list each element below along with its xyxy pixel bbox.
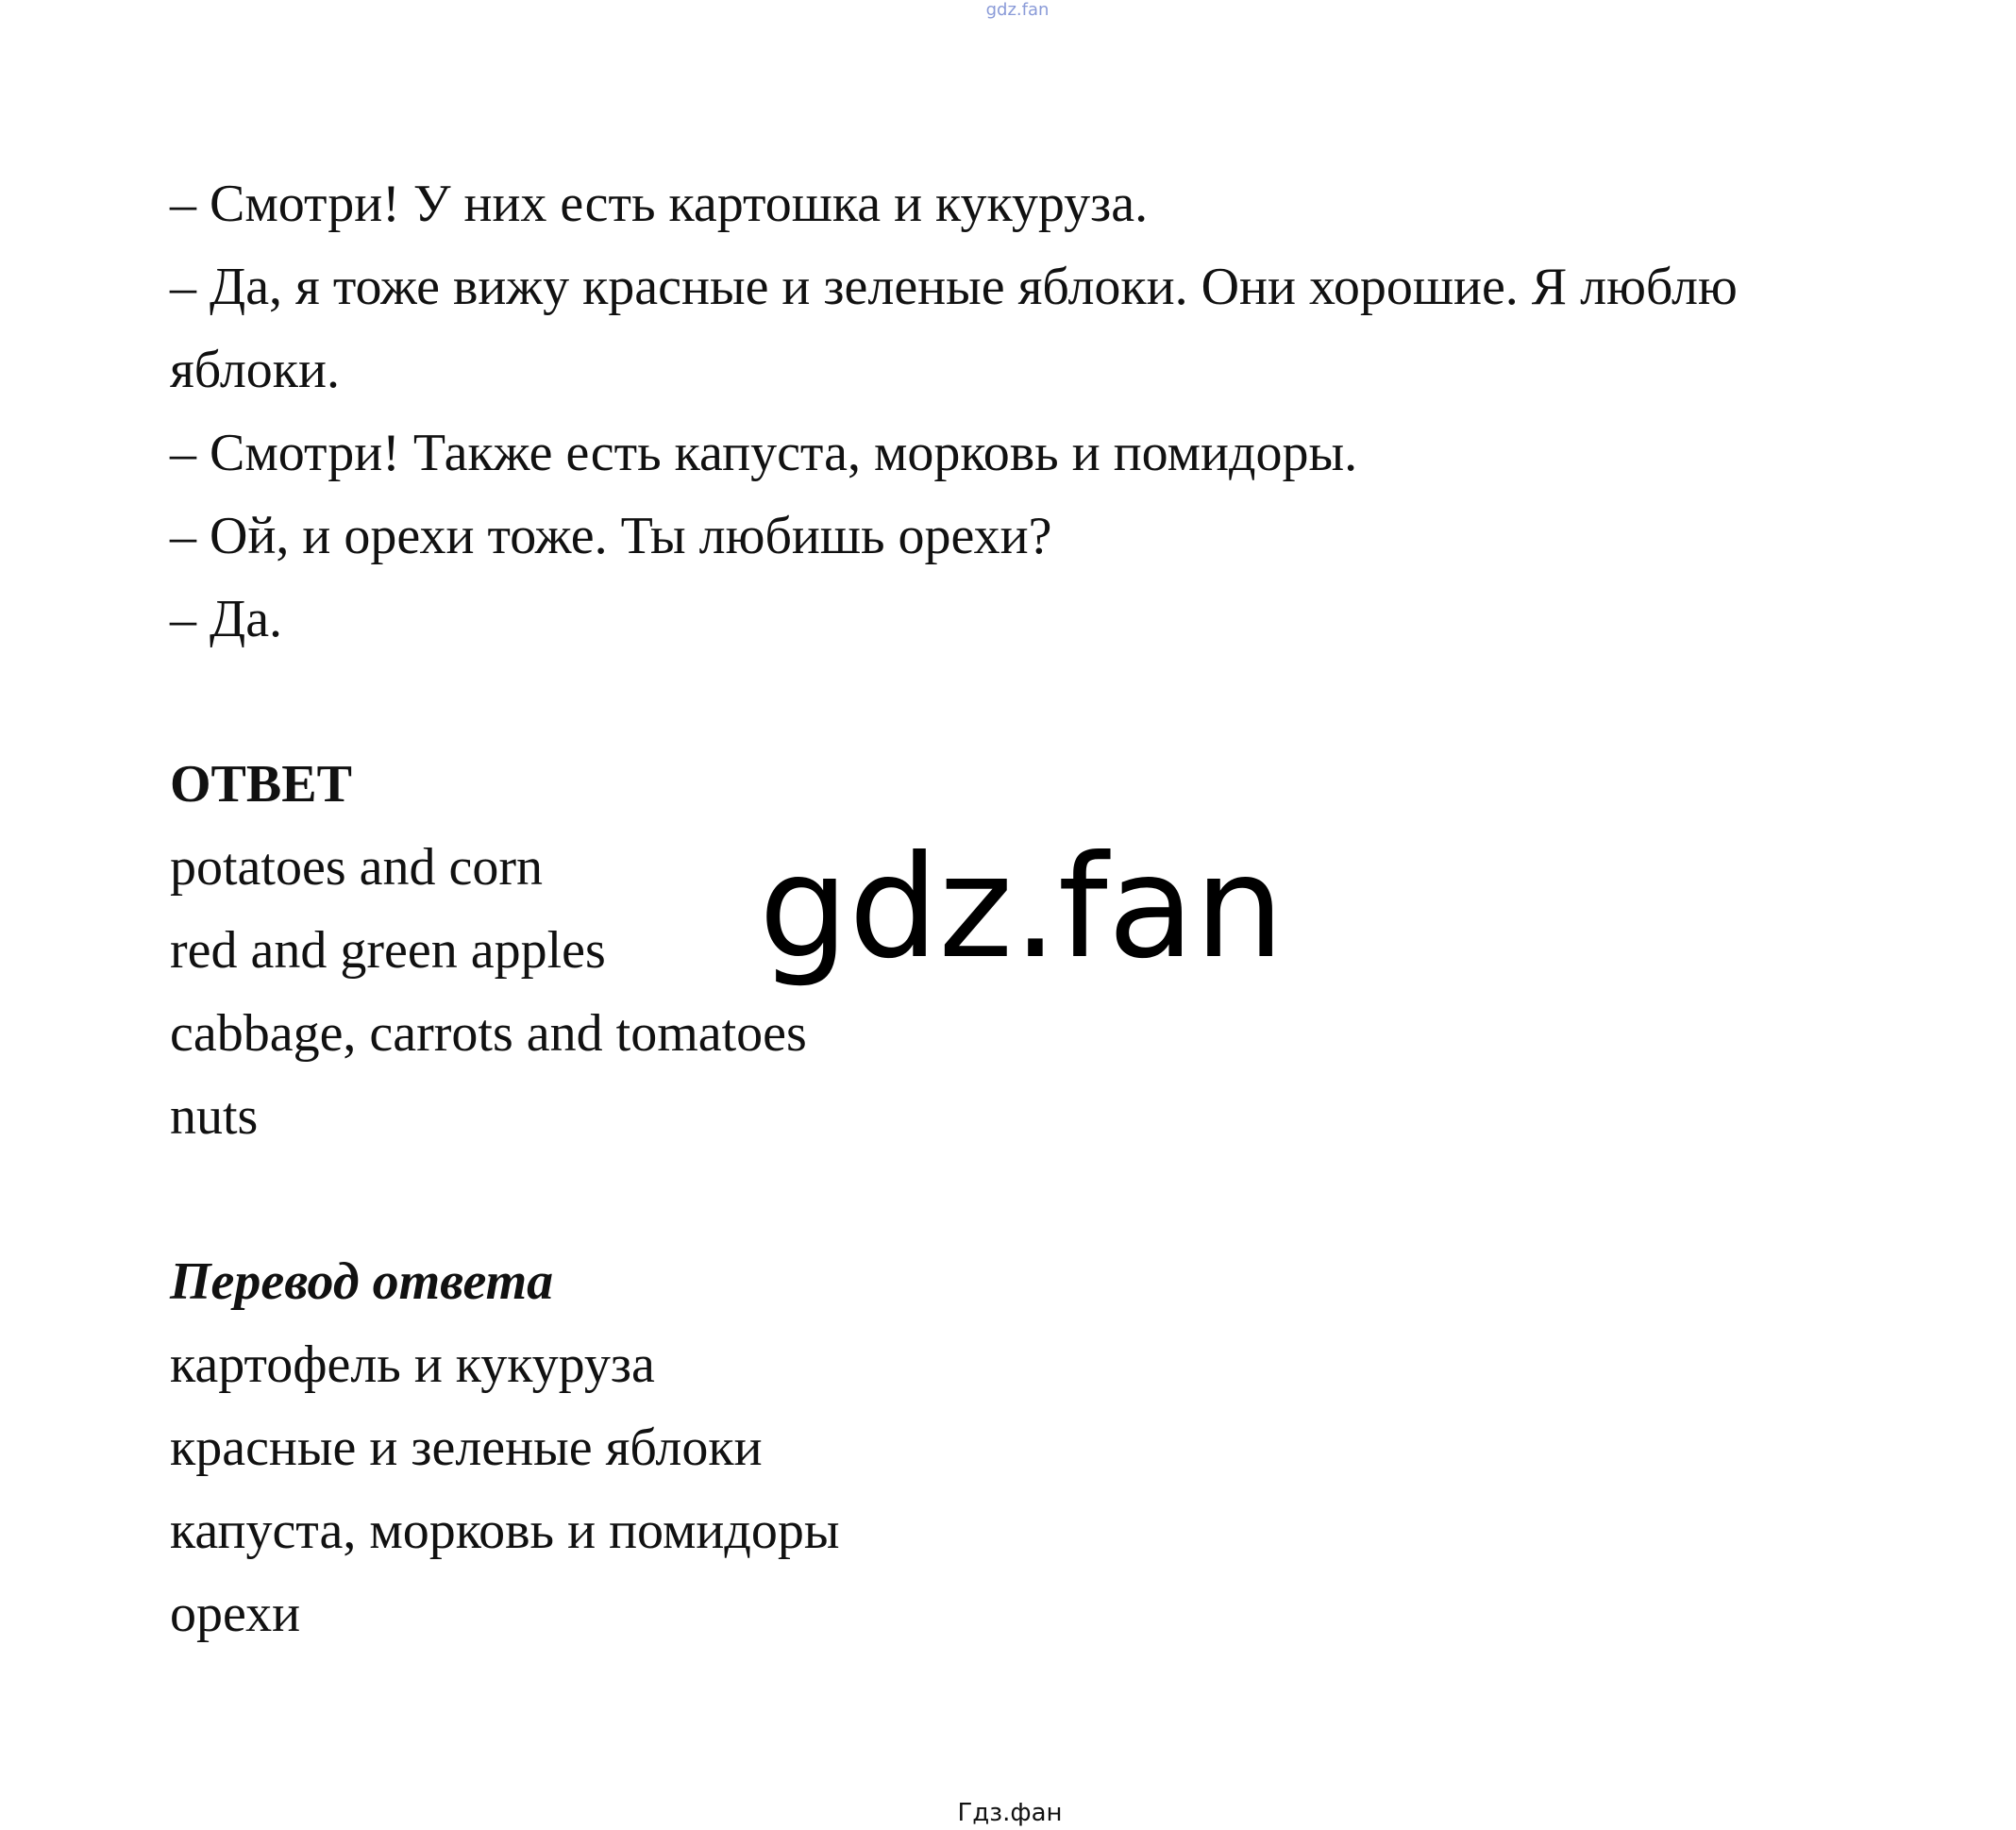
translation-item: капуста, морковь и помидоры xyxy=(170,1502,840,1560)
bottom-watermark: Гдз.фан xyxy=(957,1799,1063,1827)
answer-item: potatoes and corn xyxy=(170,838,543,897)
dialog-line: – Смотри! У них есть картошка и кукуруза. xyxy=(170,175,1149,233)
section-gap xyxy=(170,1158,1925,1240)
top-watermark: gdz.fan xyxy=(985,0,1050,20)
dialog-section xyxy=(170,162,1925,661)
dialog-line: – Да. xyxy=(170,590,283,648)
answer-item: red and green apples xyxy=(170,921,606,980)
translation-item: красные и зеленые яблоки xyxy=(170,1419,763,1477)
translation-item: картофель и кукуруза xyxy=(170,1335,655,1394)
dialog-line: – Да, я тоже вижу красные и зеленые яблоки. Они хорошие. Я люблю xyxy=(170,258,1738,316)
answer-item: cabbage, carrots and tomatoes xyxy=(170,1004,807,1063)
section-gap xyxy=(170,661,1925,743)
translation-section xyxy=(170,1240,1925,1655)
translation-heading: Перевод ответа xyxy=(170,1252,554,1311)
answer-heading: ОТВЕТ xyxy=(170,755,352,814)
center-watermark: gdz.fan xyxy=(759,826,1285,990)
dialog-line: яблоки. xyxy=(170,341,340,399)
translation-item: орехи xyxy=(170,1585,301,1643)
dialog-line: – Смотри! Также есть капуста, морковь и помидоры. xyxy=(170,424,1358,482)
dialog-line: – Ой, и орехи тоже. Ты любишь орехи? xyxy=(170,507,1052,565)
answer-item: nuts xyxy=(170,1087,259,1146)
